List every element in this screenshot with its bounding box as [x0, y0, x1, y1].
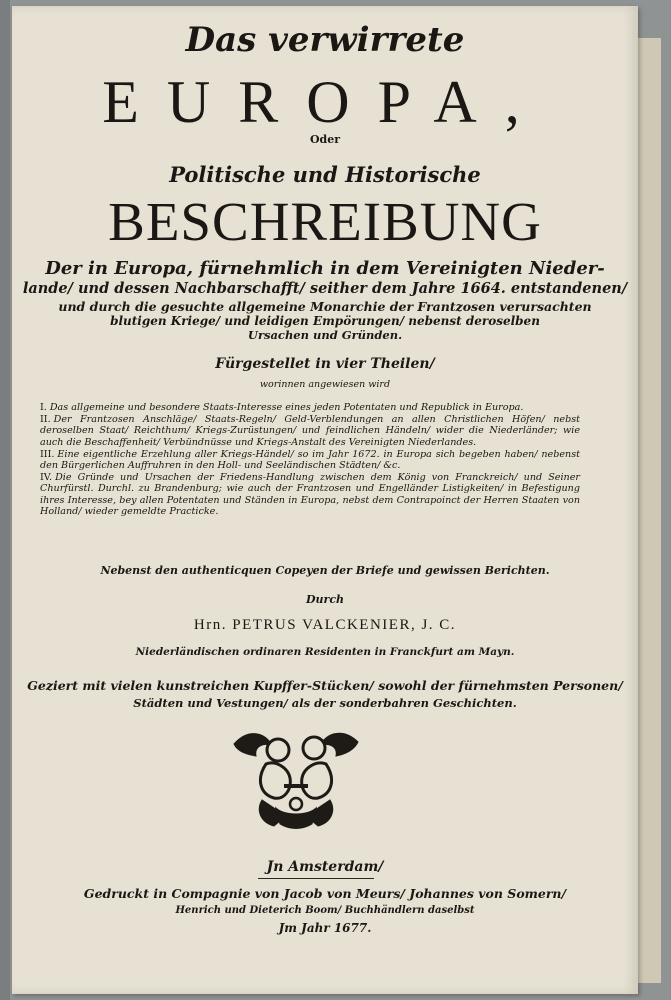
- by-label: Durch: [305, 593, 345, 606]
- parts-list: [40, 402, 580, 518]
- item-text: Das allgemeine und besondere Staats-Interesse eines jeden Potentaten und Republick in Europa.: [49, 402, 524, 413]
- description-line-1: Der in Europa, fürnehmlich in dem Vereinigten Nieder-: [45, 258, 605, 279]
- book-spine-edge: [0, 0, 10, 1000]
- item-text: Eine eigentliche Erzehlung aller Kriegs-Händel/ so im Jahr 1672. in Europa sich begeben haben/ nebenst den Bürgerlichen Auffruhren in den Holl- und Seeländischen Städten/ &c.: [40, 448, 580, 472]
- copies-note: Nebenst den authenticquen Copeyen der Briefe und gewissen Berichten.: [100, 564, 550, 577]
- parts-heading: Fürgestellet in vier Theilen/: [215, 356, 435, 372]
- item-numeral: IV.: [40, 472, 53, 484]
- item-text: Der Frantzosen Anschläge/ Staats-Regeln/ Geld-Verblendungen an allen Christlichen Höfen/ nebst deroselben Staat/ Reichthum/ Kriegs-Zurüstungen/ und feindlichen Händeln/ wider die Niederländer; wie auch die Beschaffenheit/ Verbündnüsse und Kriegs-Anstalt des Vereinigten Niederlandes.: [40, 414, 580, 448]
- title-line-1: Das verwirrete: [185, 20, 465, 60]
- title-oder: Oder: [309, 133, 341, 146]
- item-numeral: III.: [40, 448, 55, 460]
- description-line-5: Ursachen und Gründen.: [247, 328, 403, 342]
- title-beschreibung: BESCHREIBUNG: [108, 191, 542, 252]
- parts-subheading: worinnen angewiesen wird: [259, 379, 391, 390]
- description-line-3: und durch die gesuchte allgemeine Monarchie der Frantzosen verursachten: [58, 299, 592, 314]
- item-numeral: I.: [40, 402, 47, 413]
- imprint-line-1: Gedruckt in Compagnie von Jacob von Meurs/ Johannes von Somern/: [83, 886, 567, 901]
- imprint-line-2: Henrich und Dieterich Boom/ Buchhändlern daselbst: [175, 905, 475, 916]
- list-item: [40, 402, 580, 413]
- item-numeral: II.: [40, 414, 51, 426]
- engravings-line-2: Städten und Vestungen/ als der sonderbahren Geschichten.: [133, 696, 517, 710]
- title-page: [12, 6, 638, 994]
- imprint-rule: [258, 878, 374, 879]
- title-line-3: Politische und Historische: [169, 162, 481, 187]
- author-residence: Niederländischen ordinaren Residenten in Franckfurt am Mayn.: [135, 646, 515, 658]
- author-name: Hrn. PETRUS VALCKENIER, J. C.: [193, 617, 457, 633]
- description-line-4: blutigen Kriege/ und leidigen Empörungen/ nebenst deroselben: [110, 314, 540, 328]
- description-line-2: lande/ und dessen Nachbarschafft/ seither dem Jahre 1664. entstandenen/: [22, 280, 628, 297]
- list-item: [40, 414, 580, 448]
- imprint-place: Jn Amsterdam/: [266, 859, 384, 875]
- engravings-line-1: Geziert mit vielen kunstreichen Kupffer-Stücken/ sowohl der fürnehmsten Personen/: [27, 678, 623, 693]
- imprint-year: Jm Jahr 1677.: [278, 921, 372, 935]
- list-item: [40, 449, 580, 471]
- list-item: [40, 472, 580, 517]
- item-text: Die Gründe und Ursachen der Friedens-Handlung zwischen dem König von Franckreich/ und Seiner Churfürstl. Durchl. zu Brandenburg; wie auch der Frantzosen und Engelländer Listigkeiten/ in Befestigung ihres Interesse, bey allen Potentaten und Ständen in Europa, nebst dem Contrapoinct der Herren Staaten von Holland/ wieder gemeldte Practicke.: [40, 472, 580, 517]
- title-europa: EUROPA,: [102, 69, 548, 135]
- cherubs-emblem-icon: [226, 724, 366, 832]
